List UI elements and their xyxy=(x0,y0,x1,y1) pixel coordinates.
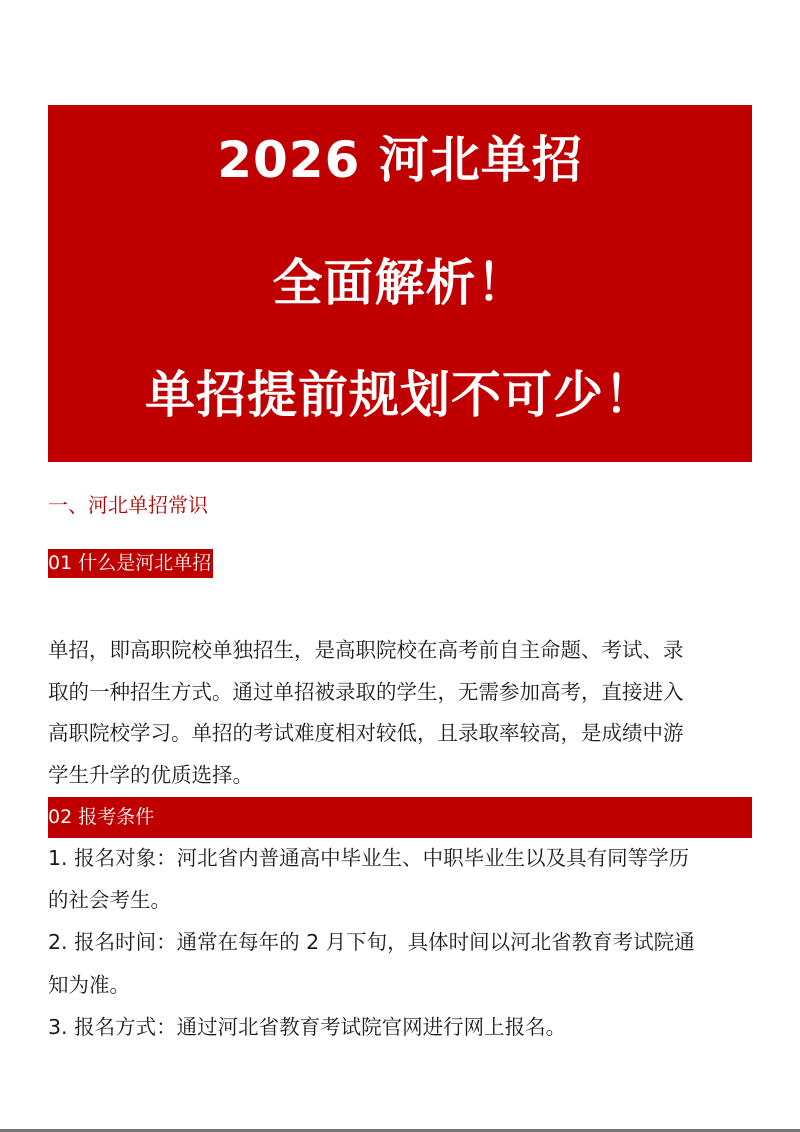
subsection-label-01: 01 什么是河北单招 xyxy=(48,549,213,578)
banner-title-line-2: 全面解析！ xyxy=(272,254,528,312)
list-item-line: 1. 报名对象：河北省内普通高中毕业生、中职毕业生以及具有同等学历 xyxy=(48,846,690,870)
banner-title-line-3: 单招提前规划不可少！ xyxy=(145,366,655,424)
paragraph-line: 高职院校学习。单招的考试难度相对较低，且录取率较高，是成绩中游 xyxy=(48,721,684,745)
banner-title-line-1: 2026 河北单招 xyxy=(217,131,583,189)
list-item-line: 的社会考生。 xyxy=(48,888,171,912)
paragraph-line: 单招，即高职院校单独招生，是高职院校在高考前自主命题、考试、录 xyxy=(48,638,684,662)
subsection-bar-02: 02 报考条件 xyxy=(48,797,752,838)
section-heading: 一、河北单招常识 xyxy=(48,493,208,517)
list-item-line: 知为准。 xyxy=(48,973,130,997)
title-banner xyxy=(48,105,752,462)
list-item-line: 2. 报名时间：通常在每年的 2 月下旬，具体时间以河北省教育考试院通 xyxy=(48,930,695,954)
paragraph-line: 学生升学的优质选择。 xyxy=(48,763,253,787)
list-item-line: 3. 报名方式：通过河北省教育考试院官网进行网上报名。 xyxy=(48,1015,567,1039)
paragraph-line: 取的一种招生方式。通过单招被录取的学生，无需参加高考，直接进入 xyxy=(48,680,684,704)
